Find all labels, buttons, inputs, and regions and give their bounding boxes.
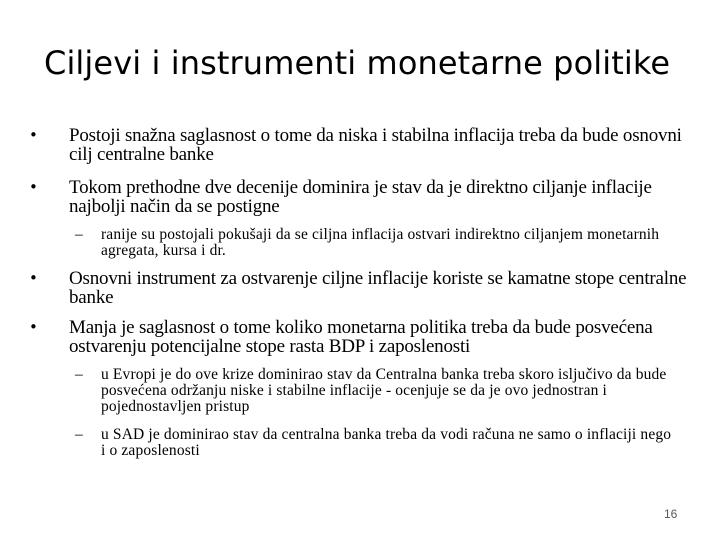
slide-title: Ciljevi i instrumenti monetarne politike <box>44 44 671 82</box>
sub-bullet-marker: – <box>75 226 83 243</box>
bullet-marker: • <box>29 126 38 144</box>
sub-bullet-marker: – <box>75 426 83 443</box>
sub-bullet-marker: – <box>75 366 83 383</box>
bullet-text: Tokom prethodne dve decenije dominira je stav da je direktno ciljanje inflacije najbolji način da se postigne <box>69 177 652 217</box>
sub-bullet-text: u SAD je dominirao stav da centralna banka treba da vodi računa ne samo o inflaciji nego i o zaposlenosti <box>101 426 672 459</box>
sub-bullet-item <box>75 367 675 415</box>
bullet-item <box>29 269 689 307</box>
bullet-text: Postoji snažna saglasnost o tome da niska i stabilna inflacija treba da bude osnovni cilj centralne banke <box>69 125 682 165</box>
bullet-item <box>29 178 689 216</box>
bullet-marker: • <box>29 318 38 336</box>
sub-bullet-item <box>75 427 675 459</box>
bullet-item <box>29 318 689 356</box>
page-number: 16 <box>664 507 678 521</box>
sub-bullet-text: u Evropi je do ove krize dominirao stav da Centralna banka treba skoro isljučivo da bude posvećena održanju niske i stabilne inflacije - ocenjuje se da je ovo jednostran i pojednostavljen pristup <box>101 366 667 415</box>
sub-bullet-item <box>75 227 675 259</box>
sub-bullet-text: ranije su postojali pokušaji da se ciljna inflacija ostvari indirektno ciljanjem monetarnih agregata, kursa i dr. <box>101 226 660 259</box>
bullet-marker: • <box>29 178 38 196</box>
bullet-text: Manja je saglasnost o tome koliko monetarna politika treba da bude posvećena ostvarenju potencijalne stope rasta BDP i zaposlenosti <box>69 317 653 357</box>
bullet-item <box>29 126 689 164</box>
bullet-marker: • <box>29 269 38 287</box>
bullet-text: Osnovni instrument za ostvarenje ciljne inflacije koriste se kamatne stope centralne banke <box>69 268 687 308</box>
